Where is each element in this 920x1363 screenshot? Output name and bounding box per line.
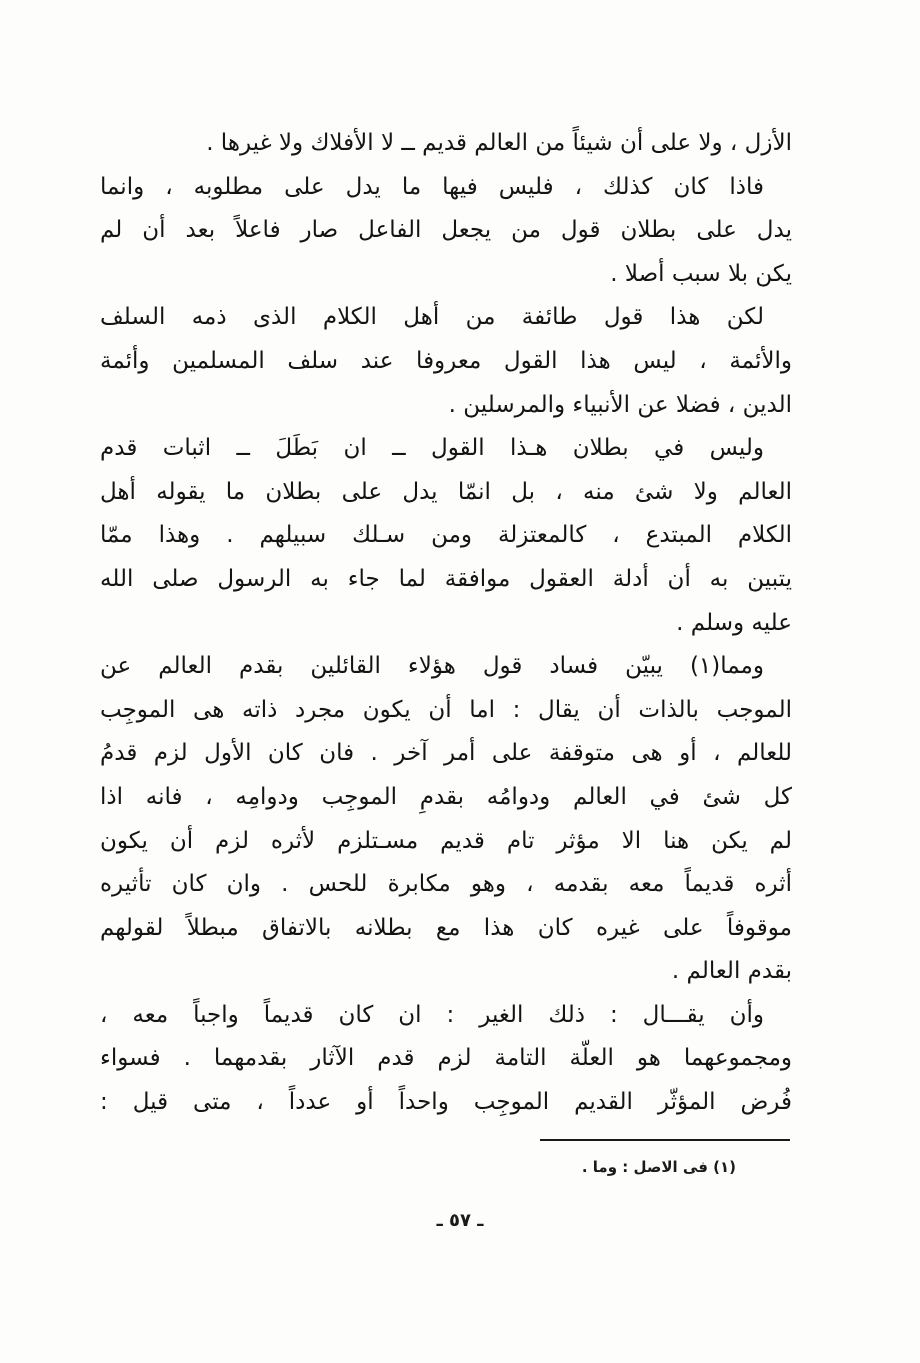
- text-line: العالم ولا شئ منه ، بل انمّا يدل على بطلان ما يقوله أهل: [100, 478, 792, 505]
- text-line: بقدم العالم .: [671, 958, 792, 985]
- text-line: الدين ، فضلا عن الأنبياء والمرسلين .: [448, 391, 792, 418]
- text-line: عليه وسلم .: [676, 609, 792, 636]
- text-line: وليس في بطلان هـذا القول ــ ان بَطَلَ ــ اثبات قدم: [100, 435, 764, 462]
- text-line: أثره قديماً معه بقدمه ، وهو مكابرة للحس . وان كان تأثيره: [100, 871, 792, 898]
- text-line: لم يكن هنا الا مؤثر تام قديم مسـتلزم لأثره لزم أن يكون: [100, 827, 792, 854]
- text-line: فاذا كان كذلك ، فليس فيها ما يدل على مطلوبه ، وانما: [100, 173, 764, 200]
- text-line: كل شئ في العالم ودوامُه بقدمِ الموجِب ودوامِه ، فانه اذا: [100, 783, 792, 810]
- text-line: فُرض المؤثّر القديم الموجِب واحداً أو عدداً ، متى قيل :: [100, 1089, 792, 1116]
- text-line: يدل على بطلان قول من يجعل الفاعل صار فاعلاً بعد أن لم: [100, 217, 792, 244]
- footnote: (١) فى الاصل : وما .: [581, 1158, 736, 1176]
- text-line: الموجب بالذات أن يقال : اما أن يكون مجرد ذاته هى الموجِب: [100, 696, 792, 723]
- text-line: ومجموعهما هو العلّة التامة لزم قدم الآثار بقدمهما . فسواء: [100, 1045, 792, 1072]
- text-line: للعالم ، أو هى متوقفة على أمر آخر . فان كان الأول لزم قدمُ: [100, 740, 792, 767]
- text-line: ومما(١) يبيّن فساد قول هؤلاء القائلين بقدم العالم عن: [100, 653, 764, 680]
- text-line: يتبين به أن أدلة العقول موافقة لما جاء به الرسول صلى الله: [100, 565, 792, 592]
- footnote-separator: [540, 1139, 790, 1141]
- text-line: موقوفاً على غيره كان هذا مع بطلانه بالاتفاق مبطلاً لقولهم: [100, 914, 792, 941]
- text-line: الكلام المبتدع ، كالمعتزلة ومن سـلك سبيلهم . وهذا ممّا: [100, 522, 792, 549]
- main-text: [100, 122, 792, 1125]
- text-line: لكن هذا قول طائفة من أهل الكلام الذى ذمه السلف: [100, 304, 764, 331]
- page-number: ـ ٥٧ ـ: [436, 1210, 484, 1231]
- text-line: الأزل ، ولا على أن شيئاً من العالم قديم ــ لا الأفلاك ولا غيرها .: [206, 130, 792, 156]
- text-line: يكن بلا سبب أصلا .: [610, 260, 792, 287]
- text-line: والأئمة ، ليس هذا القول معروفا عند سلف المسلمين وأئمة: [100, 347, 792, 374]
- text-line: وأن يقـــال : ذلك الغير : ان كان قديماً واجباً معه ،: [100, 1001, 764, 1028]
